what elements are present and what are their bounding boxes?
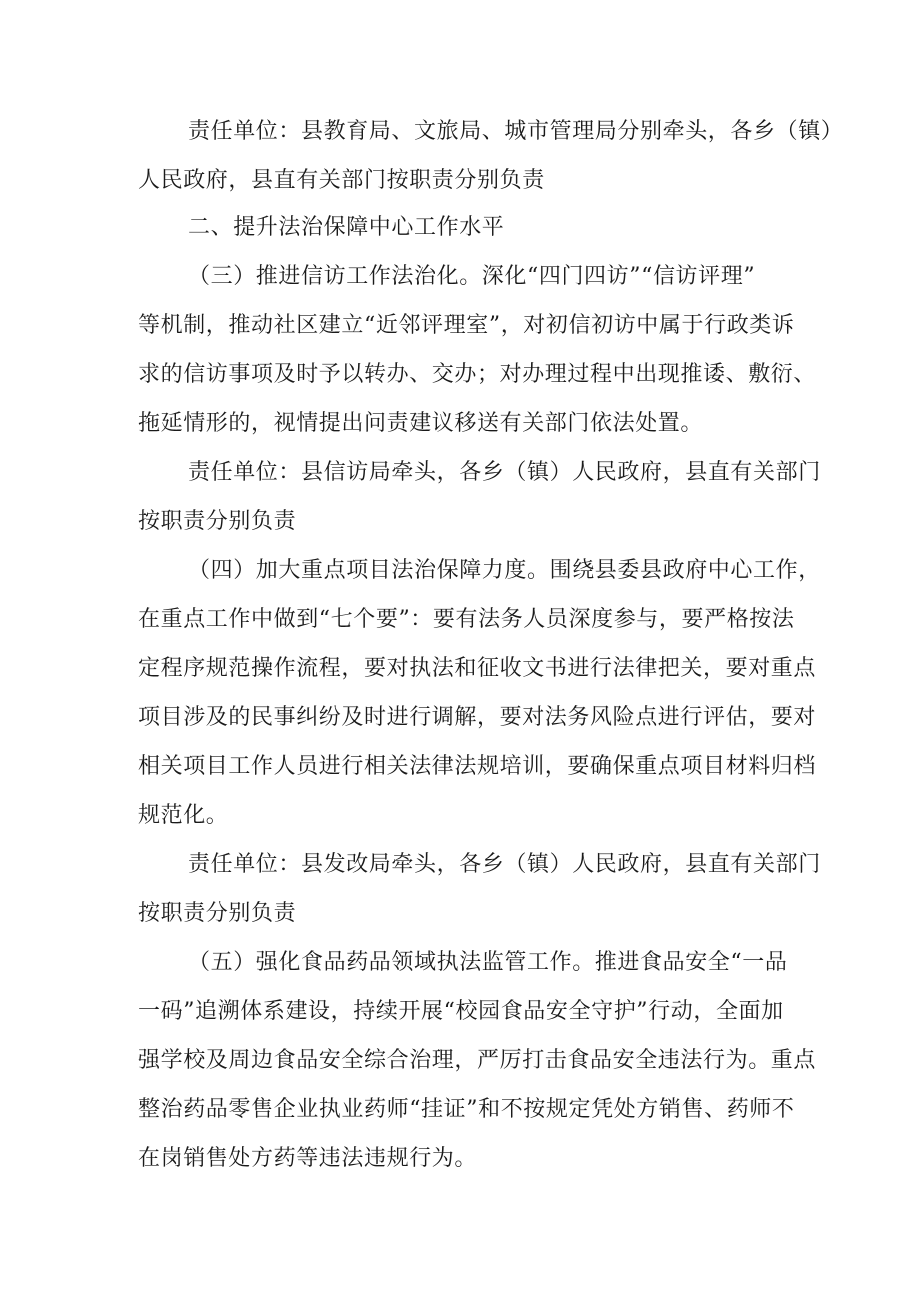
- paragraph-line: 整治药品零售企业执业药师“挂证”和不按规定凭处方销售、药师不: [138, 1097, 795, 1122]
- paragraph-line: 在重点工作中做到“七个要”：要有法务人员深度参与，要严格按法: [138, 607, 795, 632]
- paragraph-line: 相关项目工作人员进行相关法律法规培训，要确保重点项目材料归档: [138, 754, 817, 779]
- paragraph-line: 责任单位：县发改局牵头，各乡（镇）人民政府，县直有关部门: [188, 852, 821, 877]
- paragraph-line: （三）推进信访工作法治化。深化“四门四访”“信访评理”: [188, 264, 756, 289]
- paragraph-line: 定程序规范操作流程，要对执法和征收文书进行法律把关，要对重点: [138, 656, 817, 681]
- paragraph-line: 求的信访事项及时予以转办、交办；对办理过程中出现推诿、敷衍、: [138, 362, 817, 387]
- paragraph-line: （五）强化食品药品领域执法监管工作。推进食品安全“一品: [188, 950, 788, 975]
- paragraph-line: 人民政府，县直有关部门按职责分别负责: [138, 168, 545, 193]
- paragraph-line: 规范化。: [138, 803, 229, 828]
- paragraph-line: 强学校及周边食品安全综合治理，严厉打击食品安全违法行为。重点: [138, 1048, 817, 1073]
- paragraph-line: 责任单位：县信访局牵头，各乡（镇）人民政府，县直有关部门: [188, 460, 821, 485]
- paragraph-line: 等机制，推动社区建立“近邻评理室”，对初信初访中属于行政类诉: [138, 313, 795, 338]
- paragraph-line: 一码”追溯体系建设，持续开展“校园食品安全守护”行动，全面加: [138, 999, 784, 1024]
- paragraph-line: （四）加大重点项目法治保障力度。围绕县委县政府中心工作，: [188, 558, 821, 583]
- paragraph-line: 在岗销售处方药等违法违规行为。: [138, 1146, 478, 1171]
- paragraph-line: 按职责分别负责: [138, 901, 297, 926]
- paragraph-line: 拖延情形的，视情提出问责建议移送有关部门依法处置。: [138, 411, 704, 436]
- paragraph-line: 项目涉及的民事纠纷及时进行调解，要对法务风险点进行评估，要对: [138, 705, 817, 730]
- section-heading: 二、提升法治保障中心工作水平: [188, 215, 505, 240]
- paragraph-line: 按职责分别负责: [138, 509, 297, 534]
- paragraph-line: 责任单位：县教育局、文旅局、城市管理局分别牵头，各乡（镇）: [188, 119, 844, 144]
